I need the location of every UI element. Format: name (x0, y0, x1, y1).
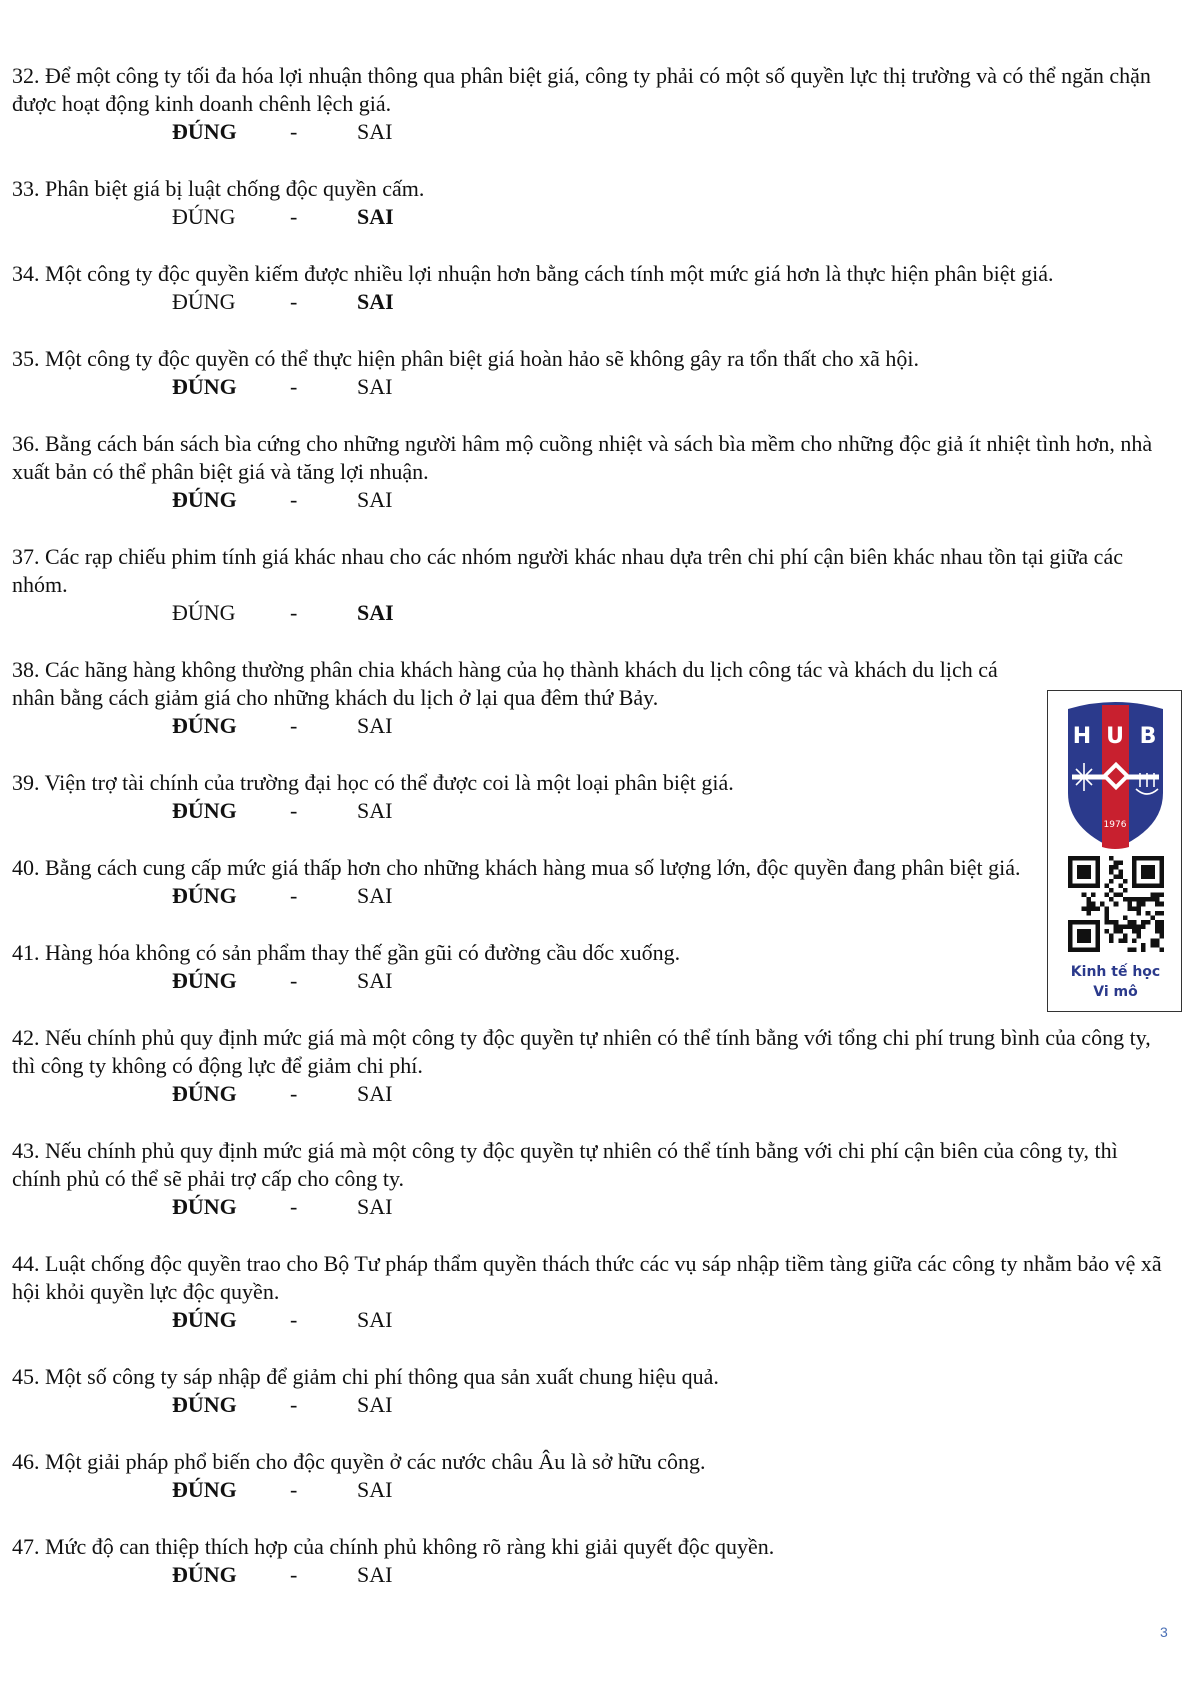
page-number: 3 (1160, 1624, 1168, 1640)
option-false: SAI (357, 1477, 393, 1502)
question-list (12, 62, 1172, 1618)
question-text: 47. Mức độ can thiệp thích hợp của chính phủ không rõ ràng khi giải quyết độc quyền. (12, 1534, 775, 1559)
option-separator: - (290, 204, 298, 229)
option-true: ĐÚNG (172, 1562, 237, 1587)
option-true: ĐÚNG (172, 1081, 237, 1106)
answer-choices (12, 1080, 1172, 1108)
question-text: 36. Bằng cách bán sách bìa cứng cho những người hâm mộ cuồng nhiệt và sách bìa mềm cho những độc giả ít nhiệt tình hơn, nhà xuất bản có thể phân biệt giá và tăng lợi nhuận. (12, 431, 1153, 484)
question-item (12, 1250, 1172, 1334)
option-true: ĐÚNG (172, 600, 236, 625)
question-item (12, 62, 1172, 146)
option-false: SAI (357, 1392, 393, 1417)
answer-choices (12, 1193, 1172, 1221)
option-separator: - (290, 119, 298, 144)
answer-choices (12, 1306, 1172, 1334)
question-text: 46. Một giải pháp phổ biến cho độc quyền ở các nước châu Âu là sở hữu công. (12, 1449, 706, 1474)
answer-choices (12, 373, 1172, 401)
answer-choices (12, 486, 1172, 514)
option-false: SAI (357, 289, 394, 314)
question-text: 44. Luật chống độc quyền trao cho Bộ Tư pháp thẩm quyền thách thức các vụ sáp nhập tiềm tàng giữa các công ty nhằm bảo vệ xã hội khỏi quyền lực độc quyền. (12, 1251, 1162, 1304)
option-false: SAI (357, 713, 393, 738)
option-true: ĐÚNG (172, 204, 236, 229)
option-false: SAI (357, 968, 393, 993)
logo-year: 1976 (1103, 820, 1127, 830)
option-true: ĐÚNG (172, 487, 237, 512)
question-item (12, 543, 1172, 627)
question-text: 42. Nếu chính phủ quy định mức giá mà một công ty độc quyền tự nhiên có thể tính bằng với tổng chi phí trung bình của công ty, thì công ty không có động lực để giảm chi phí. (12, 1025, 1151, 1078)
option-false: SAI (357, 1307, 393, 1332)
option-false: SAI (357, 600, 394, 625)
option-false: SAI (357, 1081, 393, 1106)
option-separator: - (290, 600, 298, 625)
question-item (12, 1533, 1172, 1589)
option-true: ĐÚNG (172, 968, 237, 993)
answer-choices (12, 882, 1172, 910)
hub-logo (1064, 701, 1167, 851)
option-separator: - (290, 1194, 298, 1219)
option-true: ĐÚNG (172, 119, 237, 144)
answer-choices (12, 712, 1172, 740)
question-item (12, 939, 1172, 995)
option-false: SAI (357, 1562, 393, 1587)
answer-choices (12, 288, 1172, 316)
option-separator: - (290, 1392, 298, 1417)
answer-choices (12, 203, 1172, 231)
question-text: 34. Một công ty độc quyền kiếm được nhiều lợi nhuận hơn bằng cách tính một mức giá hơn là thực hiện phân biệt giá. (12, 261, 1054, 286)
question-item (12, 175, 1172, 231)
option-false: SAI (357, 487, 393, 512)
option-true: ĐÚNG (172, 374, 237, 399)
question-text: 33. Phân biệt giá bị luật chống độc quyền cấm. (12, 176, 425, 201)
qr-code (1068, 856, 1164, 952)
question-item (12, 854, 1172, 910)
option-false: SAI (357, 119, 393, 144)
answer-choices (12, 1391, 1172, 1419)
option-false: SAI (357, 1194, 393, 1219)
answer-choices (12, 797, 1172, 825)
option-true: ĐÚNG (172, 1194, 237, 1219)
option-true: ĐÚNG (172, 289, 236, 314)
question-item (12, 656, 1172, 740)
option-separator: - (290, 1081, 298, 1106)
question-text: 35. Một công ty độc quyền có thể thực hiện phân biệt giá hoàn hảo sẽ không gây ra tổn thất cho xã hội. (12, 346, 919, 371)
question-text: 43. Nếu chính phủ quy định mức giá mà một công ty độc quyền tự nhiên có thể tính bằng với chi phí cận biên của công ty, thì chính phủ có thể sẽ phải trợ cấp cho công ty. (12, 1138, 1118, 1191)
question-text: 38. Các hãng hàng không thường phân chia khách hàng của họ thành khách du lịch công tác và khách du lịch cá nhân bằng cách giảm giá cho những khách du lịch ở lại qua đêm thứ Bảy. (12, 657, 998, 710)
option-true: ĐÚNG (172, 883, 237, 908)
brand-line-2: Vi mô (1093, 984, 1138, 1000)
option-separator: - (290, 1477, 298, 1502)
option-separator: - (290, 289, 298, 314)
option-separator: - (290, 374, 298, 399)
answer-choices (12, 1561, 1172, 1589)
option-false: SAI (357, 883, 393, 908)
question-item (12, 1137, 1172, 1221)
logo-letter-b: B (1139, 724, 1157, 749)
logo-letter-u: U (1106, 724, 1124, 749)
question-item (12, 769, 1172, 825)
logo-panel (1047, 690, 1182, 1012)
question-text: 37. Các rạp chiếu phim tính giá khác nhau cho các nhóm người khác nhau dựa trên chi phí cận biên khác nhau tồn tại giữa các nhóm. (12, 544, 1123, 597)
question-text: 39. Viện trợ tài chính của trường đại học có thể được coi là một loại phân biệt giá. (12, 770, 734, 795)
question-text: 41. Hàng hóa không có sản phẩm thay thế gần gũi có đường cầu dốc xuống. (12, 940, 681, 965)
answer-choices (12, 118, 1172, 146)
answer-choices (12, 967, 1172, 995)
question-text: 32. Để một công ty tối đa hóa lợi nhuận thông qua phân biệt giá, công ty phải có một số quyền lực thị trường và có thể ngăn chặn được hoạt động kinh doanh chênh lệch giá. (12, 63, 1151, 116)
option-false: SAI (357, 798, 393, 823)
logo-letter-h: H (1072, 724, 1092, 749)
option-true: ĐÚNG (172, 1307, 237, 1332)
option-false: SAI (357, 374, 393, 399)
option-separator: - (290, 798, 298, 823)
question-item (12, 430, 1172, 514)
answer-choices (12, 1476, 1172, 1504)
option-separator: - (290, 1562, 298, 1587)
option-true: ĐÚNG (172, 713, 237, 738)
question-item (12, 1024, 1172, 1108)
brand-line-1: Kinh tế học (1070, 964, 1161, 980)
option-separator: - (290, 487, 298, 512)
question-item (12, 260, 1172, 316)
option-true: ĐÚNG (172, 798, 237, 823)
question-item (12, 345, 1172, 401)
option-true: ĐÚNG (172, 1392, 237, 1417)
question-text: 45. Một số công ty sáp nhập để giảm chi phí thông qua sản xuất chung hiệu quả. (12, 1364, 719, 1389)
question-item (12, 1363, 1172, 1419)
question-item (12, 1448, 1172, 1504)
option-separator: - (290, 1307, 298, 1332)
question-text: 40. Bằng cách cung cấp mức giá thấp hơn cho những khách hàng mua số lượng lớn, độc quyền đang phân biệt giá. (12, 855, 1021, 880)
option-true: ĐÚNG (172, 1477, 237, 1502)
option-separator: - (290, 968, 298, 993)
option-separator: - (290, 713, 298, 738)
answer-choices (12, 599, 1172, 627)
option-separator: - (290, 883, 298, 908)
option-false: SAI (357, 204, 394, 229)
